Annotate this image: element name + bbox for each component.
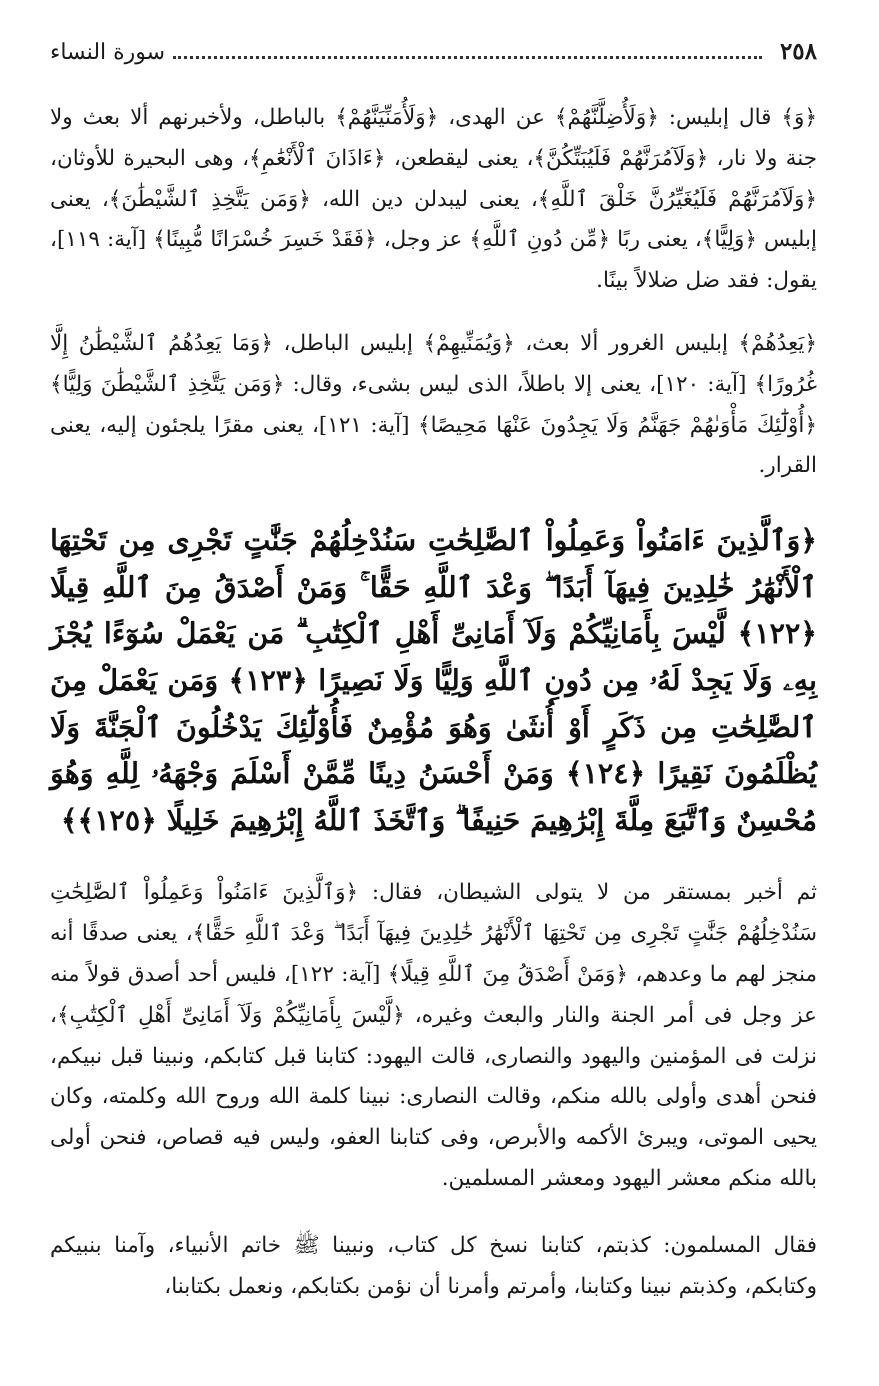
- commentary-paragraph-1: ﴿وَ﴾ قال إبليس: ﴿وَلَأُضِلَّنَّهُمْ﴾ عن الهدى، ﴿وَلَأُمَنِّيَنَّهُمْ﴾ بالباطل، ولأخبرنهم ألا بعث ولا جنة ولا نار، ﴿وَلَآمُرَنَّهُمْ فَلَيُبَتِّكُنَّ﴾، يعنى ليقطعن، ﴿ءَاذَانَ ٱلْأَنْعَٰمِ﴾، وهى البحيرة للأوثان، ﴿وَلَآمُرَنَّهُمْ فَلَيُغَيِّرُنَّ خَلْقَ ٱللَّهِ﴾، يعنى ليبدلن دين الله، ﴿وَمَن يَتَّخِذِ ٱلشَّيْطَٰنَ﴾، يعنى إبليس ﴿وَلِيًّا﴾، يعنى ربًا ﴿مِّن دُونِ ٱللَّهِ﴾ عز وجل، ﴿فَقَدْ خَسِرَ خُسْرَانًا مُّبِينًا﴾ [آية: ١١٩]، يقول: فقد ضل ضلالاً بينًا.: [50, 105, 817, 294]
- quran-verses-block: ﴿وَٱلَّذِينَ ءَامَنُواْ وَعَمِلُواْ ٱلصَّٰلِحَٰتِ سَنُدْخِلُهُمْ جَنَّٰتٍ تَجْرِى مِن تَحْتِهَا ٱلْأَنْهَٰرُ خَٰلِدِينَ فِيهَآ أَبَدًا ۖ وَعْدَ ٱللَّهِ حَقًّا ۚ وَمَنْ أَصْدَقُ مِنَ ٱللَّهِ قِيلًا ﴿١٢٢﴾ لَّيْسَ بِأَمَانِيِّكُمْ وَلَآ أَمَانِىِّ أَهْلِ ٱلْكِتَٰبِ ۗ مَن يَعْمَلْ سُوٓءًا يُجْزَ بِهِۦ وَلَا يَجِدْ لَهُۥ مِن دُونِ ٱللَّهِ وَلِيًّا وَلَا نَصِيرًا ﴿١٢٣﴾ وَمَن يَعْمَلْ مِنَ ٱلصَّٰلِحَٰتِ مِن ذَكَرٍ أَوْ أُنثَىٰ وَهُوَ مُؤْمِنٌ فَأُوْلَٰٓئِكَ يَدْخُلُونَ ٱلْجَنَّةَ وَلَا يُظْلَمُونَ نَقِيرًا ﴿١٢٤﴾ وَمَنْ أَحْسَنُ دِينًا مِّمَّنْ أَسْلَمَ وَجْهَهُۥ لِلَّهِ وَهُوَ مُحْسِنٌ وَٱتَّبَعَ مِلَّةَ إِبْرَٰهِيمَ حَنِيفًا ۗ وَٱتَّخَذَ ٱللَّهُ إِبْرَٰهِيمَ خَلِيلًا ﴿١٢٥﴾﴾: [50, 523, 817, 837]
- commentary-paragraph-3: ثم أخبر بمستقر من لا يتولى الشيطان، فقال: ﴿وَٱلَّذِينَ ءَامَنُواْ وَعَمِلُواْ ٱلصَّٰلِحَٰتِ سَنُدْخِلُهُمْ جَنَّٰتٍ تَجْرِى مِن تَحْتِهَا ٱلْأَنْهَٰرُ خَٰلِدِينَ فِيهَآ أَبَدًا ۖ وَعْدَ ٱللَّهِ حَقًّا﴾، يعنى صدقًا أنه منجز لهم ما وعدهم، ﴿وَمَنْ أَصْدَقُ مِنَ ٱللَّهِ قِيلًا﴾ [آية: ١٢٢]، فليس أحد أصدق قولاً منه عز وجل فى أمر الجنة والنار والبعث وغيره، ﴿لَّيْسَ بِأَمَانِيِّكُمْ وَلَآ أَمَانِىِّ أَهْلِ ٱلْكِتَٰبِ﴾، نزلت فى المؤمنين واليهود والنصارى، قالت اليهود: كتابنا قبل كتابكم، ونبينا قبل نبيكم، فنحن أهدى وأولى بالله منكم، وقالت النصارى: نبينا كلمة الله وروح الله وكلمته، وكان يحيى الموتى، ويبرئ الأكمه والأبرص، وفى كتابنا العفو، وليس فيه قصاص، فنحن أولى بالله منكم معشر اليهود ومعشر المسلمين.: [50, 880, 817, 1191]
- surah-title: سورة النساء: [50, 40, 166, 65]
- dotted-leader: [173, 55, 762, 59]
- page-number: ٢٥٨: [779, 38, 817, 65]
- commentary-paragraph-2: ﴿يَعِدُهُمْ﴾ إبليس الغرور ألا بعث، ﴿وَيُمَنِّيهِمْ﴾ إبليس الباطل، ﴿وَمَا يَعِدُهُمُ ٱلشَّيْطَٰنُ إِلَّا غُرُورًا﴾ [آية: ١٢٠]، يعنى إلا باطلاً، الذى ليس بشىء، وقال: ﴿وَمَن يَتَّخِذِ ٱلشَّيْطَٰنَ وَلِيًّا﴾ ﴿أُوْلَٰٓئِكَ مَأْوَىٰهُمْ جَهَنَّمُ وَلَا يَجِدُونَ عَنْهَا مَحِيصًا﴾ [آية: ١٢١]، يعنى مقرًا يلجئون إليه، يعنى القرار.: [50, 330, 817, 479]
- running-header: [50, 38, 817, 78]
- commentary-paragraph-4: فقال المسلمون: كذبتم، كتابنا نسخ كل كتاب، ونبينا ﷺ خاتم الأنبياء، وآمنا بنبيكم وكتابكم، وكذبتم نبينا وكتابنا، وأمرتم وأمرنا أن نؤمن بكتابكم، ونعمل بكتابنا،: [50, 1232, 817, 1299]
